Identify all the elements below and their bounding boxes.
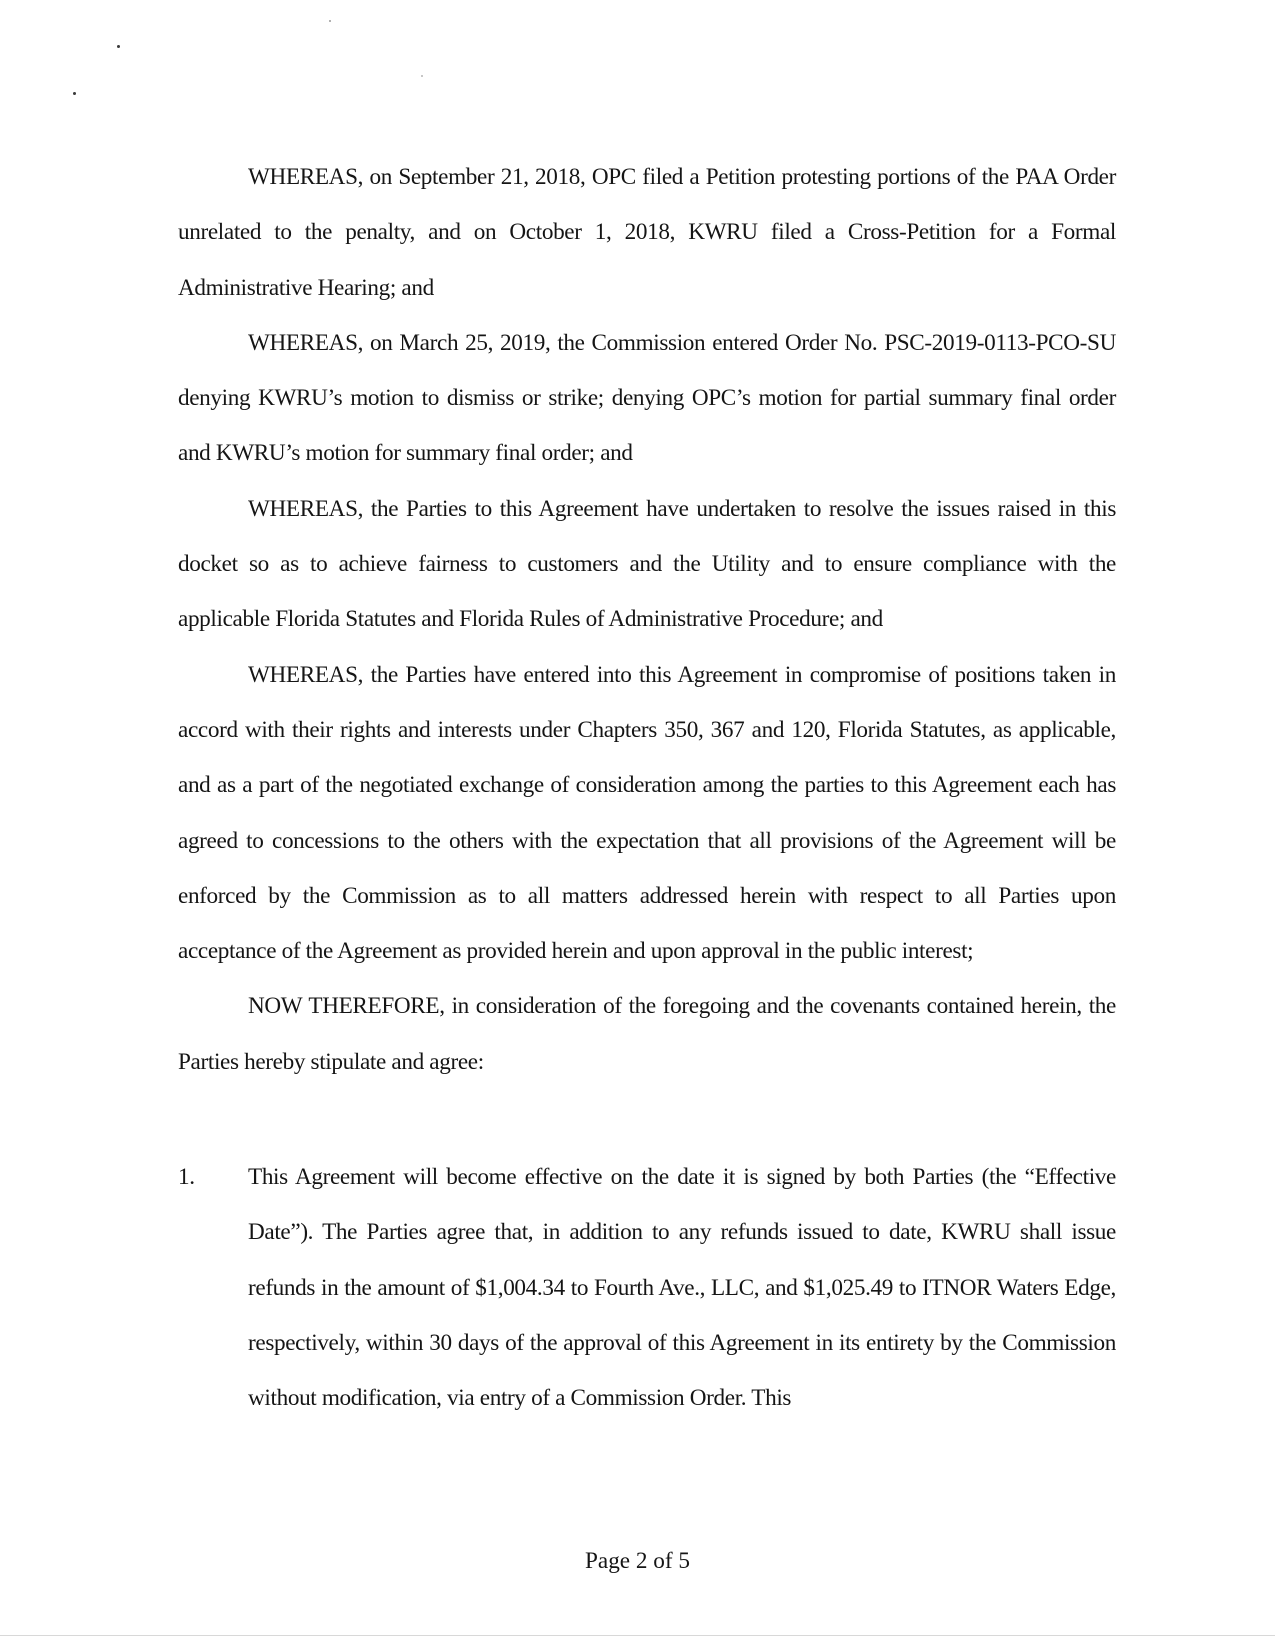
scan-edge-line [0, 1635, 1275, 1636]
numbered-item [178, 1150, 1116, 1426]
paragraph-whereas-petition: WHEREAS, on September 21, 2018, OPC filed a Petition protesting portions of the PAA Order unrelated to the penalty, and on October 1, 2018, KWRU filed a Cross-Petition for a Formal Administrative Hearing; and [178, 164, 1116, 301]
item-text: This Agreement will become effective on the date it is signed by both Parties (the “Effective Date”). The Parties agree that, in addition to any refunds issued to date, KWRU shall issue refunds in the amount of $1,004.34 to Fourth Ave., LLC, and $1,025.49 to ITNOR Waters Edge, respectively, within 30 days of the approval of this Agreement in its entirety by the Commission without modification, via entry of a Commission Order. This [248, 1164, 1116, 1412]
scan-speck [421, 75, 423, 77]
scan-speck [329, 20, 331, 22]
body-text [178, 150, 1116, 1090]
paragraph-whereas-resolve: WHEREAS, the Parties to this Agreement have undertaken to resolve the issues raised in this docket so as to achieve fairness to customers and the Utility and to ensure compliance with the applicable Florida Statutes and Florida Rules of Administrative Procedure; and [178, 495, 1116, 633]
page-number: Page 2 of 5 [585, 1548, 690, 1574]
scan-speck [117, 45, 120, 48]
paragraph-whereas-order: WHEREAS, on March 25, 2019, the Commission entered Order No. PSC-2019-0113-PCO-SU denying KWRU’s motion to dismiss or strike; denying OPC’s motion for partial summary final order and KWRU’s motion for summary final order; and [178, 329, 1116, 467]
paragraph-now-therefore: NOW THEREFORE, in consideration of the foregoing and the covenants contained herein, the Parties hereby stipulate and agree: [178, 993, 1116, 1075]
scan-speck [73, 92, 76, 95]
item-number: 1. [178, 1164, 195, 1190]
paragraph-whereas-compromise: WHEREAS, the Parties have entered into this Agreement in compromise of positions taken in accord with their rights and interests under Chapters 350, 367 and 120, Florida Statutes, as applicable, and as a part of the negotiated exchange of consideration among the parties to this Agreement each has agreed to concessions to the others with the expectation that all provisions of the Agreement will be enforced by the Commission as to all matters addressed herein with respect to all Parties upon acceptance of the Agreement as provided herein and upon approval in the public interest; [178, 661, 1116, 965]
